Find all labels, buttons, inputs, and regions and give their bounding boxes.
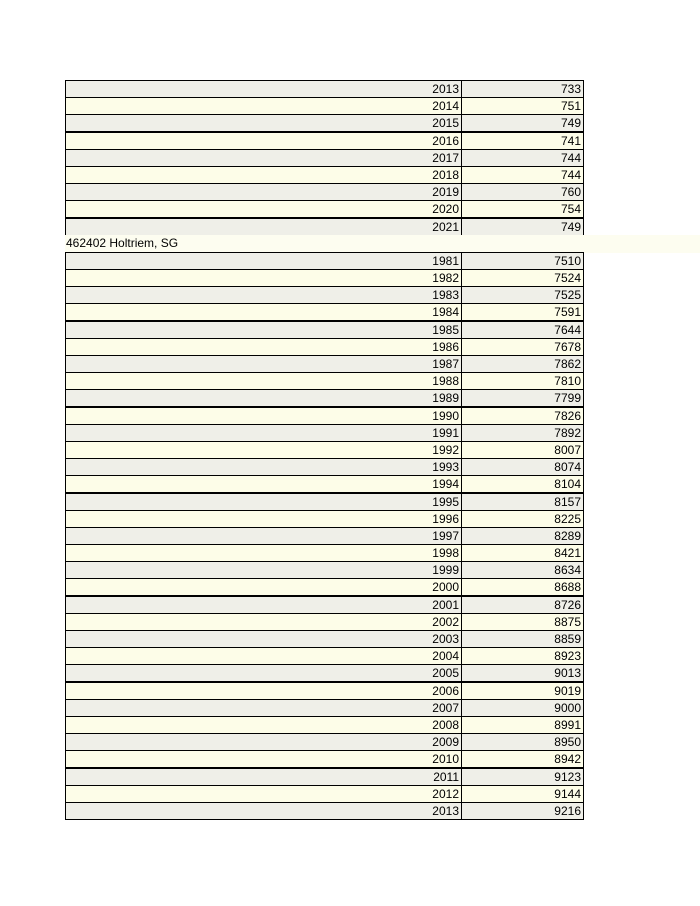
- table-row: [0, 200, 700, 217]
- year-cell: 1992: [65, 441, 462, 459]
- table-row: [0, 733, 700, 750]
- value-cell: 7678: [461, 338, 584, 356]
- year-cell: 2000: [65, 578, 462, 596]
- year-cell: 2005: [65, 664, 462, 682]
- year-cell: 2020: [65, 200, 462, 218]
- table-row: [0, 303, 700, 320]
- year-cell: 1988: [65, 372, 462, 390]
- table-row: [0, 338, 700, 355]
- table-row: [0, 149, 700, 166]
- value-cell: 8289: [461, 527, 584, 545]
- year-cell: 1998: [65, 544, 462, 562]
- year-cell: 1982: [65, 269, 462, 287]
- value-cell: 9013: [461, 664, 584, 682]
- table-row: [0, 699, 700, 716]
- table-row: [0, 389, 700, 406]
- year-cell: 2017: [65, 149, 462, 167]
- year-cell: 2016: [65, 132, 462, 150]
- table-row: [0, 458, 700, 475]
- table-row: [0, 407, 700, 424]
- table-row: [0, 252, 700, 269]
- table-row: [0, 768, 700, 785]
- year-cell: 2013: [65, 802, 462, 820]
- year-cell: 1991: [65, 424, 462, 442]
- value-cell: 7524: [461, 269, 584, 287]
- value-cell: 9123: [461, 768, 584, 786]
- value-cell: 8157: [461, 493, 584, 511]
- value-cell: 8726: [461, 596, 584, 614]
- value-cell: 8104: [461, 475, 584, 493]
- year-cell: 2004: [65, 647, 462, 665]
- value-cell: 8007: [461, 441, 584, 459]
- table-row: [0, 664, 700, 681]
- value-cell: 744: [461, 149, 584, 167]
- value-cell: 8634: [461, 561, 584, 579]
- year-cell: 1983: [65, 286, 462, 304]
- year-cell: 1996: [65, 510, 462, 528]
- year-cell: 1999: [65, 561, 462, 579]
- year-cell: 2001: [65, 596, 462, 614]
- value-cell: 8859: [461, 630, 584, 648]
- value-cell: 751: [461, 97, 584, 115]
- year-cell: 2019: [65, 183, 462, 201]
- year-cell: 1994: [65, 475, 462, 493]
- value-cell: 744: [461, 166, 584, 184]
- year-cell: 2018: [65, 166, 462, 184]
- year-cell: 1985: [65, 321, 462, 339]
- table-row: [0, 286, 700, 303]
- value-cell: 7525: [461, 286, 584, 304]
- table-row: [0, 493, 700, 510]
- table-row: [0, 372, 700, 389]
- value-cell: 9019: [461, 682, 584, 700]
- value-cell: 7510: [461, 252, 584, 270]
- year-cell: 2010: [65, 750, 462, 768]
- value-cell: 7591: [461, 303, 584, 321]
- data-table: [0, 80, 700, 819]
- year-cell: 2006: [65, 682, 462, 700]
- year-cell: 2002: [65, 613, 462, 631]
- table-row: [0, 750, 700, 767]
- table-row: [0, 682, 700, 699]
- value-cell: 7810: [461, 372, 584, 390]
- year-cell: 1989: [65, 389, 462, 407]
- value-cell: 7826: [461, 407, 584, 425]
- table-row: [0, 630, 700, 647]
- table-row: [0, 510, 700, 527]
- year-cell: 1993: [65, 458, 462, 476]
- year-cell: 2014: [65, 97, 462, 115]
- value-cell: 8923: [461, 647, 584, 665]
- table-row: [0, 424, 700, 441]
- value-cell: 9144: [461, 785, 584, 803]
- table-row: [0, 355, 700, 372]
- value-cell: 8875: [461, 613, 584, 631]
- table-row: [0, 269, 700, 286]
- year-cell: 1987: [65, 355, 462, 373]
- table-row: [0, 97, 700, 114]
- table-row: [0, 544, 700, 561]
- table-row: [0, 80, 700, 97]
- year-cell: 2011: [65, 768, 462, 786]
- year-cell: 1981: [65, 252, 462, 270]
- value-cell: 8225: [461, 510, 584, 528]
- year-cell: 1986: [65, 338, 462, 356]
- value-cell: 8991: [461, 716, 584, 734]
- value-cell: 7799: [461, 389, 584, 407]
- year-cell: 2008: [65, 716, 462, 734]
- table-row: [0, 132, 700, 149]
- year-cell: 1990: [65, 407, 462, 425]
- table-row: [0, 613, 700, 630]
- year-cell: 2012: [65, 785, 462, 803]
- value-cell: 8074: [461, 458, 584, 476]
- year-cell: 2009: [65, 733, 462, 751]
- value-cell: 8942: [461, 750, 584, 768]
- value-cell: 8688: [461, 578, 584, 596]
- table-row: [0, 785, 700, 802]
- value-cell: 9216: [461, 802, 584, 820]
- year-cell: 1995: [65, 493, 462, 511]
- year-cell: 2013: [65, 80, 462, 98]
- year-cell: 2007: [65, 699, 462, 717]
- value-cell: 754: [461, 200, 584, 218]
- table-row: [0, 802, 700, 819]
- value-cell: 8421: [461, 544, 584, 562]
- value-cell: 9000: [461, 699, 584, 717]
- table-row: [0, 578, 700, 595]
- value-cell: 741: [461, 132, 584, 150]
- year-cell: 1984: [65, 303, 462, 321]
- group-header-label: 462402 Holtriem, SG: [65, 235, 700, 253]
- year-cell: 2003: [65, 630, 462, 648]
- year-cell: 2021: [65, 218, 462, 236]
- value-cell: 7862: [461, 355, 584, 373]
- group-header-row: [0, 235, 700, 252]
- year-cell: 1997: [65, 527, 462, 545]
- table-row: [0, 647, 700, 664]
- value-cell: 7892: [461, 424, 584, 442]
- table-row: [0, 114, 700, 131]
- table-row: [0, 596, 700, 613]
- value-cell: 749: [461, 218, 584, 236]
- value-cell: 749: [461, 114, 584, 132]
- table-row: [0, 321, 700, 338]
- value-cell: 7644: [461, 321, 584, 339]
- value-cell: 760: [461, 183, 584, 201]
- table-row: [0, 527, 700, 544]
- value-cell: 8950: [461, 733, 584, 751]
- table-row: [0, 218, 700, 235]
- table-row: [0, 183, 700, 200]
- table-row: [0, 166, 700, 183]
- value-cell: 733: [461, 80, 584, 98]
- table-row: [0, 716, 700, 733]
- table-row: [0, 441, 700, 458]
- year-cell: 2015: [65, 114, 462, 132]
- table-row: [0, 475, 700, 492]
- table-row: [0, 561, 700, 578]
